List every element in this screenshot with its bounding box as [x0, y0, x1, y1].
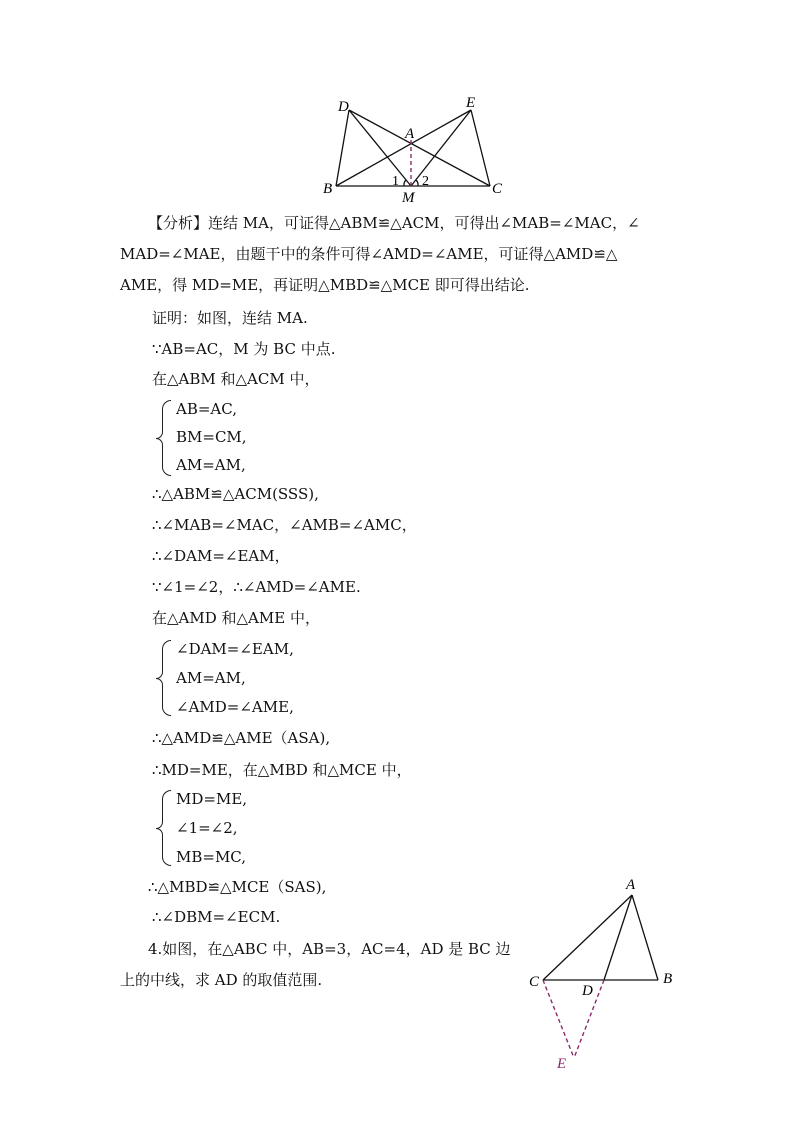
- label-fig2-D: D: [582, 983, 593, 999]
- system-brace-3: [156, 790, 172, 866]
- label-B: B: [323, 181, 333, 197]
- label-fig2-A: A: [626, 877, 636, 893]
- proof-given: ∵AB=AC，M 为 BC 中点.: [152, 340, 336, 358]
- system-3-line-1: MD=ME,: [176, 790, 248, 808]
- angle-1-arc: [404, 180, 406, 186]
- label-E: E: [466, 95, 476, 111]
- system-1-line-1: AB=AC,: [176, 400, 237, 418]
- proof-conclusion-8: ∴∠DBM=∠ECM.: [152, 908, 281, 926]
- segment-AB: [632, 895, 658, 980]
- label-angle-2: 2: [422, 174, 429, 189]
- system-brace-1: [156, 400, 172, 476]
- label-angle-1: 1: [392, 174, 399, 189]
- system-2-line-3: ∠AMD=∠AME,: [176, 698, 294, 716]
- label-fig2-E: E: [557, 1056, 567, 1072]
- analysis-line-1: 【分析】连结 MA，可证得△ABM≌△ACM，可得出∠MAB=∠MAC，∠: [148, 214, 640, 232]
- label-D: D: [338, 99, 349, 115]
- problem-4-line-1: 4.如图，在△ABC 中，AB=3，AC=4，AD 是 BC 边: [148, 940, 511, 958]
- label-M: M: [402, 190, 415, 206]
- proof-conclusion-3: ∴∠DAM=∠EAM，: [152, 547, 290, 565]
- system-3-line-2: ∠1=∠2,: [176, 819, 238, 837]
- proof-conclusion-2: ∴∠MAB=∠MAC，∠AMB=∠AMC，: [152, 516, 417, 534]
- system-1-line-2: BM=CM,: [176, 428, 247, 446]
- label-fig2-B: B: [663, 971, 673, 987]
- label-C: C: [492, 181, 503, 197]
- proof-conclusion-6: ∴MD=ME，在△MBD 和△MCE 中，: [152, 761, 412, 779]
- segment-EC: [471, 110, 490, 186]
- segment-CE-dashed: [543, 980, 574, 1058]
- proof-conclusion-7: ∴△MBD≌△MCE（SAS),: [148, 878, 327, 896]
- proof-in-triangles-2: 在△AMD 和△AME 中，: [152, 609, 320, 627]
- analysis-line-3: AME，得 MD=ME，再证明△MBD≌△MCE 即可得出结论.: [120, 276, 530, 294]
- label-A: A: [405, 126, 415, 142]
- system-1-line-3: AM=AM,: [176, 456, 246, 474]
- label-fig2-C: C: [529, 974, 540, 990]
- system-brace-2: [156, 640, 172, 716]
- segment-DB: [336, 110, 349, 186]
- proof-conclusion-1: ∴△ABM≌△ACM(SSS),: [152, 485, 319, 503]
- problem-4-line-2: 上的中线，求 AD 的取值范围.: [120, 971, 323, 989]
- segment-DM: [349, 110, 411, 186]
- angle-2-arc: [416, 180, 418, 186]
- proof-intro: 证明：如图，连结 MA.: [152, 309, 308, 327]
- proof-in-triangles-1: 在△ABM 和△ACM 中，: [152, 370, 320, 388]
- system-2-line-1: ∠DAM=∠EAM,: [176, 640, 294, 658]
- analysis-line-2: MAD=∠MAE，由题干中的条件可得∠AMD=∠AME，可证得△AMD≌△: [120, 245, 618, 263]
- system-3-line-3: MB=MC,: [176, 848, 247, 866]
- segment-BE: [336, 110, 471, 186]
- system-2-line-2: AM=AM,: [176, 669, 246, 687]
- proof-conclusion-4: ∵∠1=∠2，∴∠AMD=∠AME.: [152, 578, 361, 596]
- proof-conclusion-5: ∴△AMD≌△AME（ASA),: [152, 729, 331, 747]
